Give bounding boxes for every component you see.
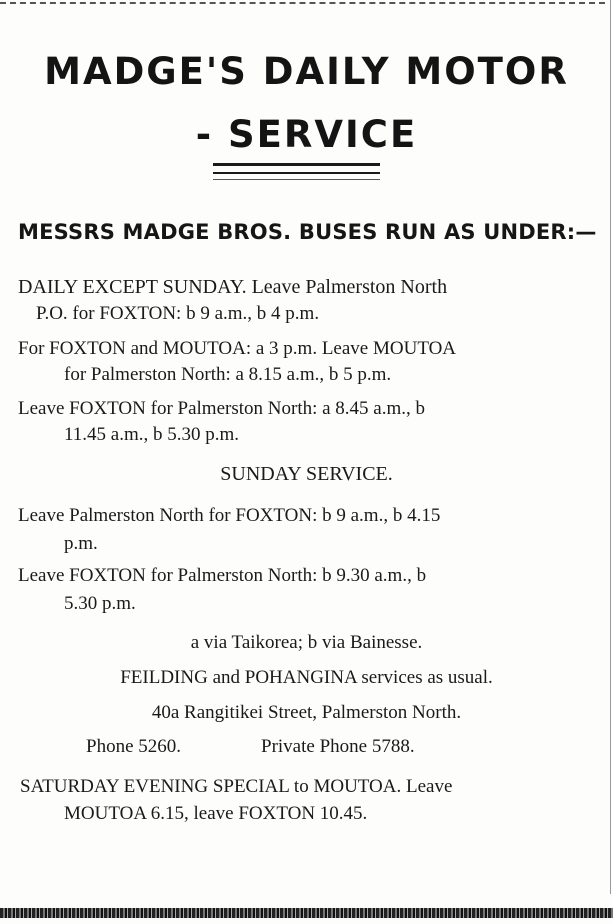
sunday-schedule-line: 5.30 p.m. [64, 593, 136, 614]
bottom-border-rule [0, 908, 613, 918]
weekday-schedule-line: P.O. for FOXTON: b 9 a.m., b 4 p.m. [36, 303, 320, 324]
route-key: a via Taikorea; b via Bainesse. [190, 632, 423, 653]
advert-title-line1: MADGE'S DAILY MOTOR [44, 50, 569, 93]
sunday-schedule-line: p.m. [64, 533, 98, 554]
saturday-special-line: MOUTOA 6.15, leave FOXTON 10.45. [64, 803, 368, 824]
title-underline-rule [213, 172, 380, 174]
other-services: FEILDING and POHANGINA services as usual. [120, 667, 493, 688]
title-underline-rule [213, 163, 380, 166]
sunday-schedule-line: Leave FOXTON for Palmerston North: b 9.30 a.m., b [18, 565, 427, 586]
advert-subheading: MESSRS MADGE BROS. BUSES RUN AS UNDER:— [18, 220, 597, 244]
weekday-schedule-line: Leave FOXTON for Palmerston North: a 8.45 a.m., b [18, 398, 426, 419]
business-address: 40a Rangitikei Street, Palmerston North. [151, 702, 462, 723]
phone-number: Phone 5260. [86, 736, 181, 757]
top-border-rule [0, 2, 605, 4]
weekday-schedule-line: for Palmerston North: a 8.15 a.m., b 5 p.m. [64, 364, 392, 385]
weekday-schedule-line: 11.45 a.m., b 5.30 p.m. [64, 424, 240, 445]
saturday-special-line: SATURDAY EVENING SPECIAL to MOUTOA. Leave [20, 776, 453, 797]
sunday-heading: SUNDAY SERVICE. [220, 463, 393, 485]
weekday-schedule-line: For FOXTON and MOUTOA: a 3 p.m. Leave MOUTOA [18, 338, 457, 359]
private-phone-number: Private Phone 5788. [261, 736, 415, 757]
sunday-schedule-line: Leave Palmerston North for FOXTON: b 9 a.m., b 4.15 [18, 505, 441, 526]
advert-title-line2: - SERVICE [195, 113, 418, 156]
weekday-schedule-line: DAILY EXCEPT SUNDAY. Leave Palmerston North [18, 276, 448, 298]
title-underline-rule [213, 179, 380, 180]
